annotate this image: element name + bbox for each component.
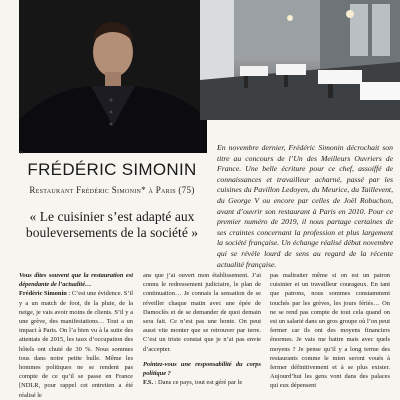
- column-2-paragraph: ans que j’ai ouvert mon établissement. J’ai connu le redressement judiciaire, le plan de continuation… Je connais la sensation de se réveiller chaque matin avec une épée de Damoclès et de se demander de quoi demain sera fait. Ce n’est pas une honte. On peut aussi vite monter que se retrouver par terre. C’est un triste constat que je n’ai pas envie d’accepter.: [143, 272, 261, 353]
- restaurant-line: Restaurant Frédéric Simonin* à Paris (75): [29, 185, 195, 195]
- headline-quote: « Le cuisinier s’est adapté aux bouleversements de la société »: [25, 209, 199, 240]
- body-column-3: [270, 271, 390, 391]
- answer-1-speaker: Frédéric Simonin: [19, 290, 67, 298]
- answer-1: [19, 289, 133, 399]
- answer-2-speaker: F.S.: [143, 379, 154, 387]
- question-2: Pointez-vous une responsabilité du corps politique ?: [143, 360, 261, 378]
- dining-room-illustration: [200, 0, 400, 120]
- question-1: Vous dites souvent que la restauration est dépendante de l’actualité…: [19, 272, 133, 289]
- column-3-paragraph: pas maltraiter même si on est un patron cuisinier et un travailleur courageux. En tant que patrons, nous sommes constamment touchés par les grèves, les jours fériés… On ne se rend pas compte de tout cela quand on est un salarié dans un gros groupe où l’on peut fermer car ils ont des moyens financiers énormes. Je vais me battre mais avec quels moyens ? Je pense qu’il y a long terme des restaurants comme le mien seront voués à fermer définitivement et à se plus exister. Aujourd’hui les gens vont dans des palaces qui eux dépensent: [270, 272, 390, 390]
- body-column-2: [143, 271, 261, 387]
- article-title-block: [19, 161, 205, 241]
- intro-paragraph: En novembre dernier, Frédéric Simonin décrochait son titre au concours de l’Un des Meilleurs Ouvriers de France. Une belle écriture pour ce chef, assoiffé de connaissances et travailleur acharné, passé par les cuisines du Pavillon Ledoyen, du Meurice, du Taillevent, du George V ou encore par celles de Joël Robuchon, avant d’ouvrir son restaurant à Paris en 2010. Pour ce premier numéro de 2019, il nous partage certaines de ses craintes concernant la profession et plus largement la société française. Un échange réalisé début novembre qui se révèle lourd de sens au regard de la récente actualité française.: [217, 143, 393, 269]
- answer-1-text: : C’est une évidence. S’il y a un match de foot, de la pluie, de la neige, je vais avoir moins de clients. S’il y a une grève, des manifestations… Tout a un impact à Paris. On l’a bien vu à la suite des attentats de 2015, les taux d’occupation des hôtels ont chuté de 30 %. Nous sommes tous dans notre petite bulle. Même les hommes politiques ne se rendent pas compte de ce qu’il se passe en France [NDLR, pour rappel cet entretien a été réalisé le: [19, 290, 133, 399]
- photo-credit: n: [20, 150, 23, 156]
- chef-name: FRÉDÉRIC SIMONIN: [27, 160, 197, 179]
- answer-2-text: : Dans ce pays, tout est géré par le: [153, 379, 243, 387]
- answer-2: [143, 378, 261, 387]
- chef-portrait-illustration: [19, 0, 207, 153]
- body-column-1: [19, 271, 133, 400]
- chef-portrait-photo: [19, 0, 207, 153]
- restaurant-dining-room-photo: [200, 0, 400, 120]
